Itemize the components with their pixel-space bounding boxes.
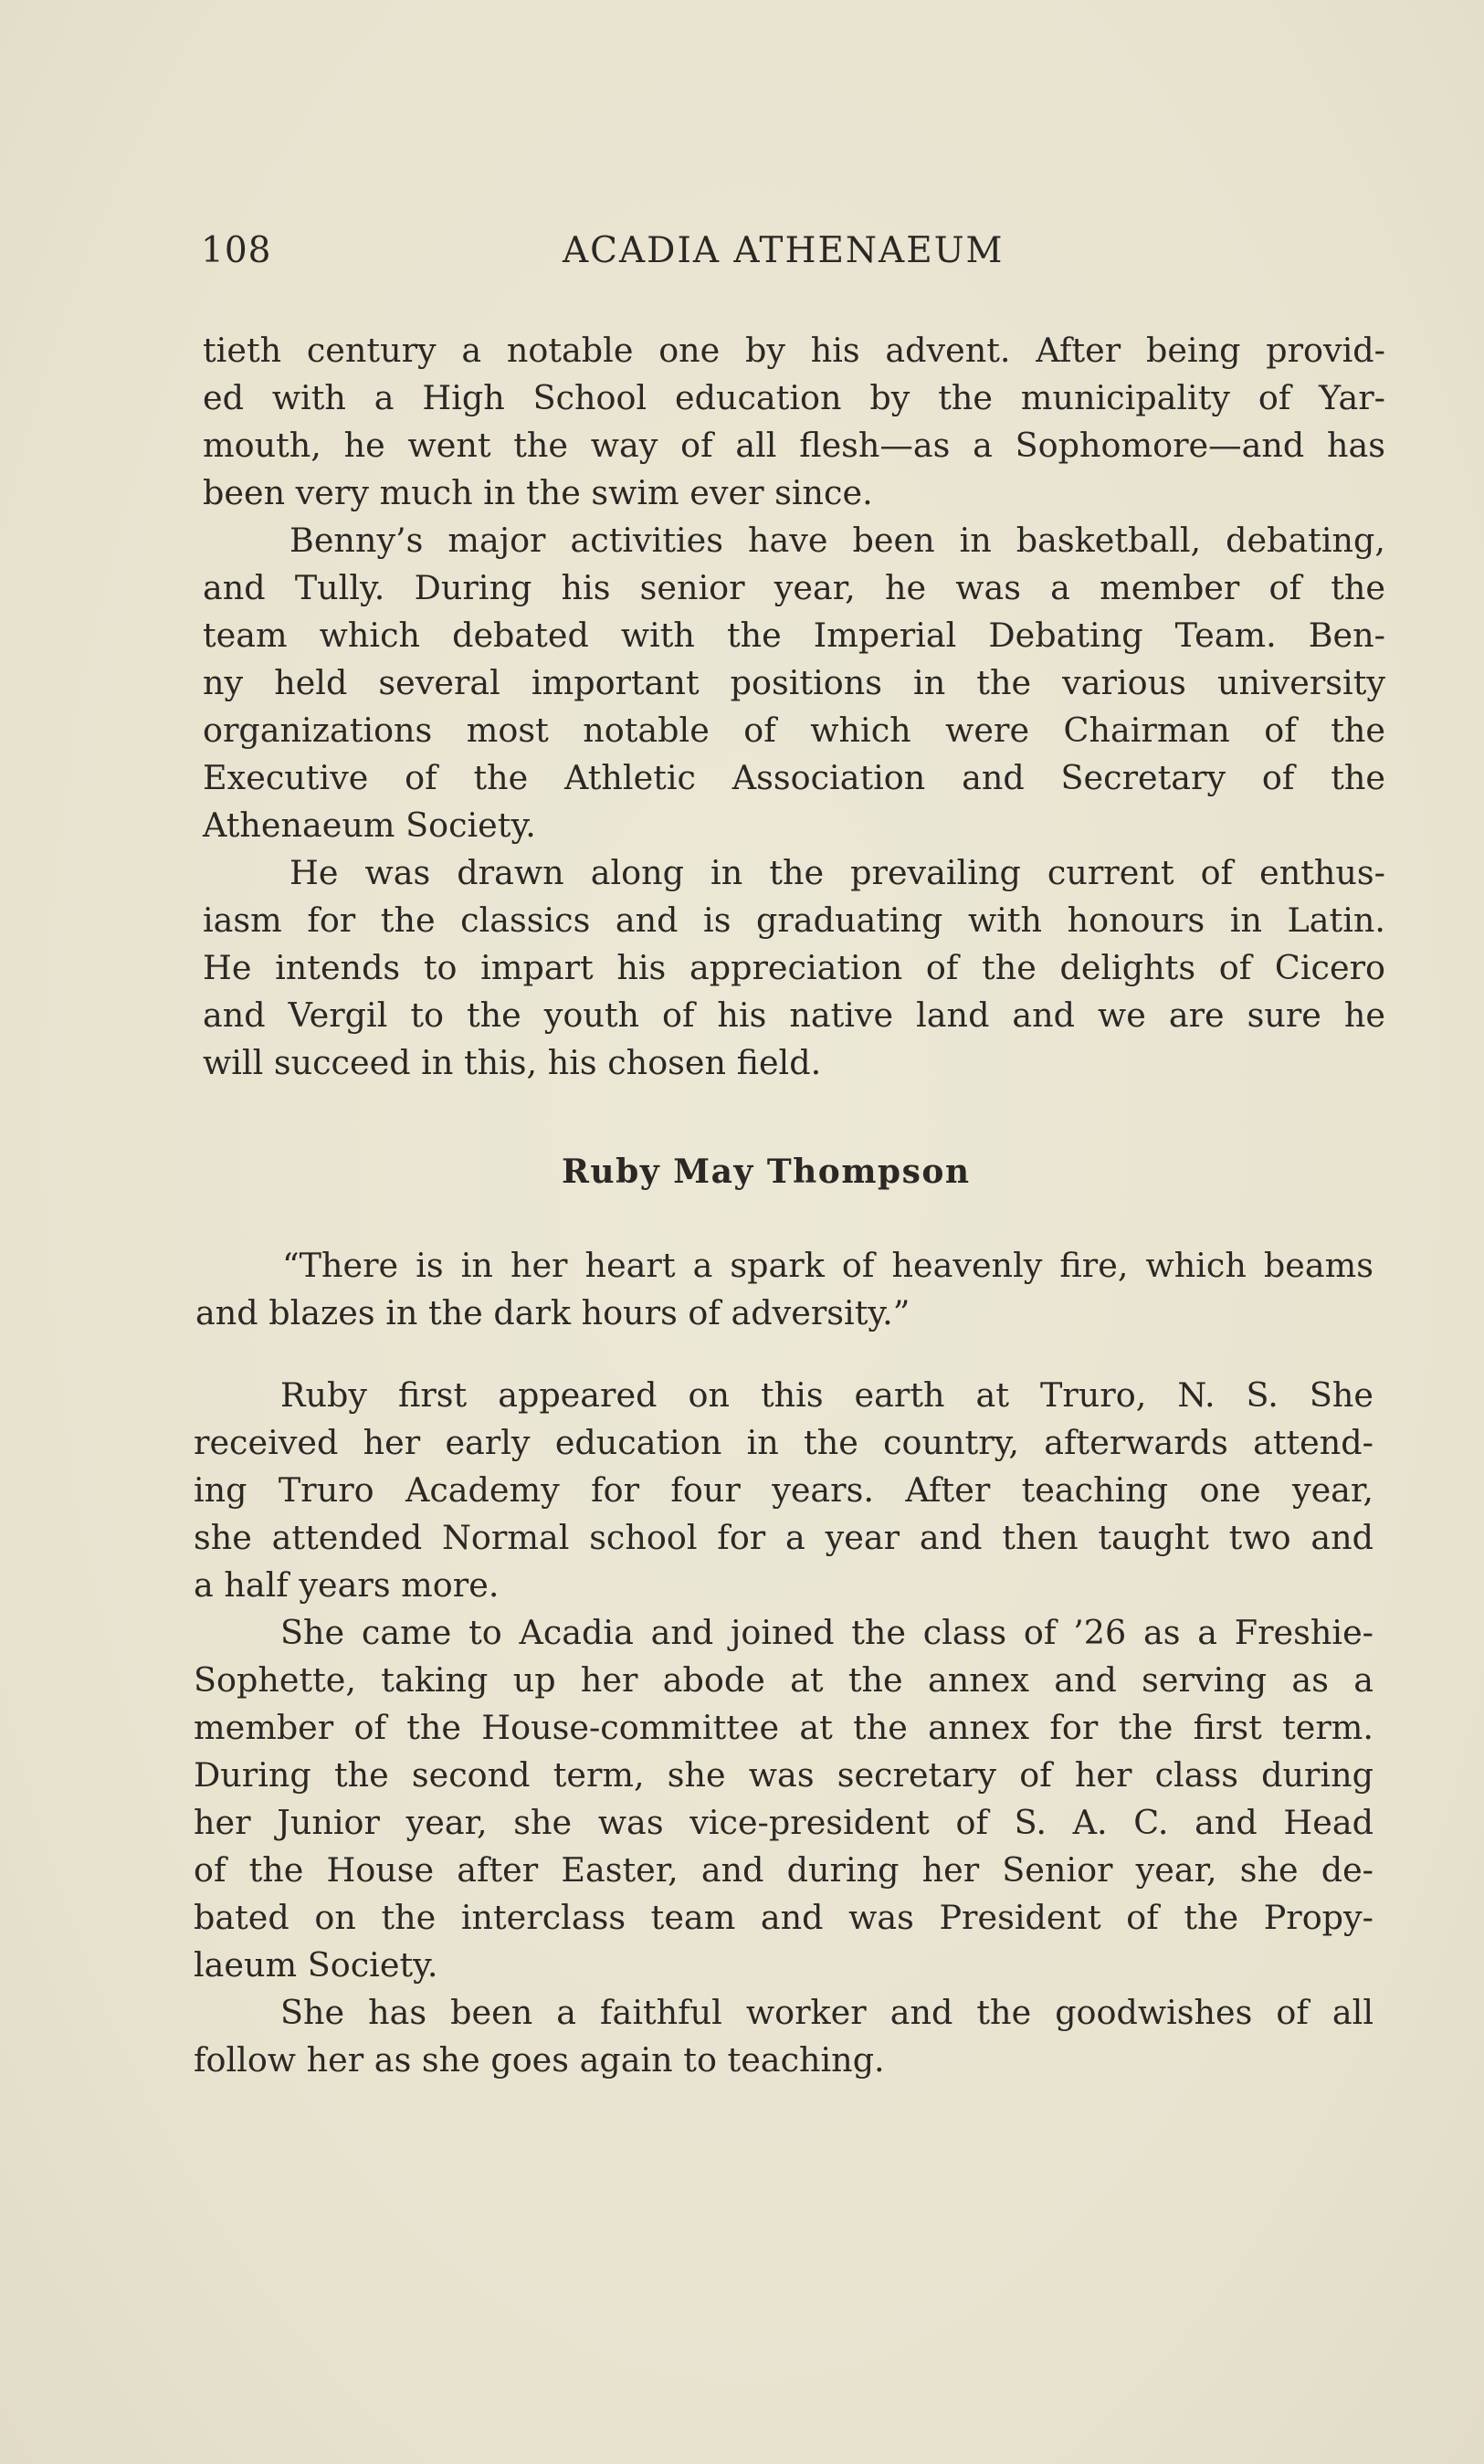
text-line: been very much in the swim ever since. [203, 473, 873, 512]
text-line: laeum Society. [194, 1945, 438, 1985]
text-line: Sophette, taking up her abode at the annex and serving as a [194, 1660, 1373, 1700]
journal-title: ACADIA ATHENAEUM [563, 230, 1005, 271]
text-line: of the House after Easter, and during her Senior year, she de- [194, 1850, 1373, 1890]
text-line: mouth, he went the way of all flesh—as a Sophomore—and has [203, 426, 1385, 465]
epigraph-quote [195, 1242, 1373, 1337]
page-number: 108 [201, 230, 272, 271]
text-line: received her early education in the country, afterwards attend- [194, 1423, 1373, 1462]
text-line: member of the House-committee at the annex for the first term. [194, 1708, 1373, 1747]
text-line: Ruby first appeared on this earth at Truro, N. S. She [280, 1375, 1373, 1415]
text-line: She came to Acadia and joined the class of ’26 as a Freshie- [280, 1613, 1373, 1652]
text-line: she attended Normal school for a year and then taught two and [194, 1518, 1373, 1557]
text-line: Executive of the Athletic Association and Secretary of the [203, 758, 1385, 797]
text-line: team which debated with the Imperial Debating Team. Ben- [203, 616, 1385, 655]
running-head [201, 230, 1114, 285]
text-line: She has been a faithful worker and the goodwishes of all [280, 1993, 1373, 2032]
text-line: follow her as she goes again to teaching. [194, 2040, 885, 2080]
text-line: organizations most notable of which were Chairman of the [203, 711, 1385, 750]
quote-line: “There is in her heart a spark of heavenly fire, which beams [282, 1246, 1373, 1285]
quote-line: and blazes in the dark hours of adversity.” [195, 1293, 910, 1332]
text-line: ny held several important positions in the various university [203, 663, 1385, 702]
text-line: tieth century a notable one by his advent. After being provid- [203, 331, 1385, 370]
section-heading: Ruby May Thompson [562, 1153, 971, 1191]
text-line: ed with a High School education by the municipality of Yar- [203, 378, 1385, 417]
biography-benny [203, 327, 1385, 1087]
text-line: a half years more. [194, 1565, 500, 1605]
text-line: bated on the interclass team and was President of the Propy- [194, 1898, 1373, 1937]
text-line: and Tully. During his senior year, he was a member of the [203, 568, 1385, 607]
text-line: During the second term, she was secretary of her class during [194, 1755, 1373, 1795]
text-line: Benny’s major activities have been in basketball, debating, [289, 521, 1385, 560]
text-line: will succeed in this, his chosen field. [203, 1043, 822, 1082]
text-line: Athenaeum Society. [203, 806, 536, 845]
biography-ruby [194, 1372, 1373, 2084]
text-line: He was drawn along in the prevailing current of enthus- [289, 853, 1385, 892]
text-line: He intends to impart his appreciation of the delights of Cicero [203, 948, 1385, 987]
text-line: and Vergil to the youth of his native land and we are sure he [203, 995, 1385, 1035]
text-line: iasm for the classics and is graduating with honours in Latin. [203, 900, 1385, 940]
text-line: ing Truro Academy for four years. After teaching one year, [194, 1470, 1373, 1510]
text-line: her Junior year, she was vice-president of S. A. C. and Head [194, 1803, 1373, 1842]
